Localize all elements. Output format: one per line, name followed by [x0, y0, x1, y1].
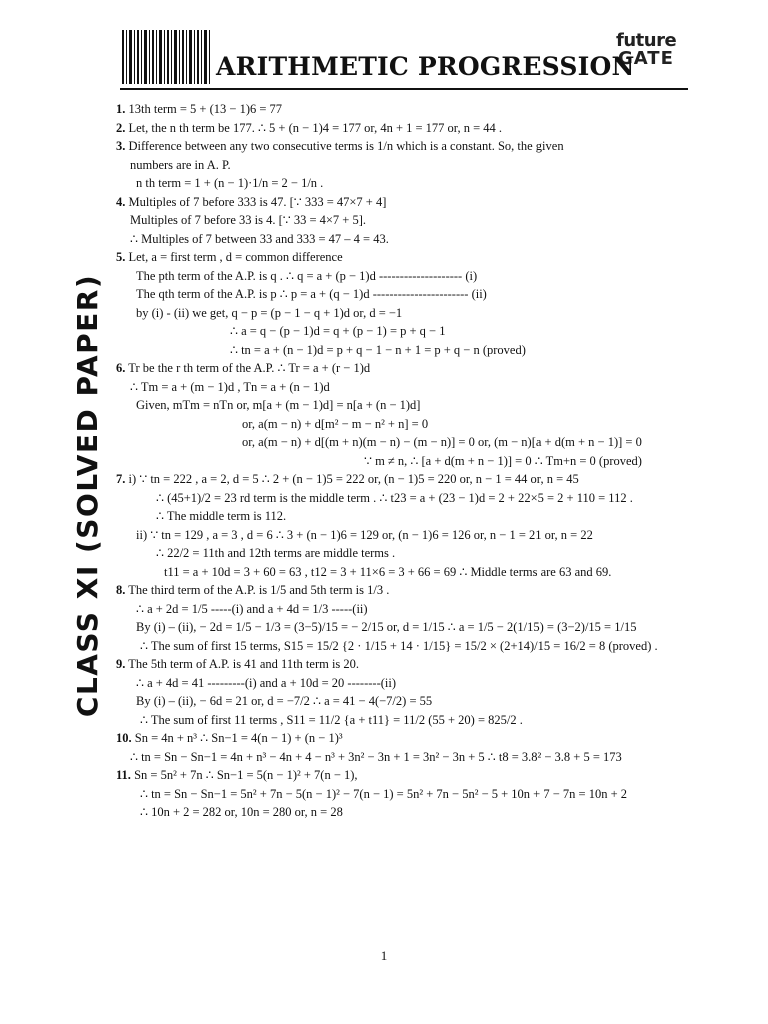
question-number: 11.	[116, 768, 131, 782]
solution-line	[116, 304, 696, 323]
question-number: 8.	[116, 583, 126, 597]
line-text: The 5th term of A.P. is 41 and 11th term is 20.	[128, 657, 360, 671]
line-text: ∴ a + 2d = 1/5 -----(i) and a + 4d = 1/3 -----(ii)	[136, 601, 368, 616]
line-text: n th term = 1 + (n − 1)·1/n = 2 − 1/n .	[136, 176, 324, 190]
solution-line	[116, 119, 696, 138]
solution-line	[116, 378, 696, 397]
line-text: i) ∵ tn = 222 , a = 2, d = 5 ∴ 2 + (n − 1)5 = 222 or, (n − 1)5 = 220 or, n − 1 = 44 or, n = 45	[128, 472, 579, 486]
line-text: ∴ The middle term is 112.	[156, 509, 287, 523]
question-number: 5.	[116, 250, 126, 264]
solution-line	[116, 711, 696, 730]
line-text: 13th term = 5 + (13 − 1)6 = 77	[128, 102, 283, 116]
line-text: Sn = 4n + n³ ∴ Sn−1 = 4(n − 1) + (n − 1)³	[134, 731, 343, 745]
solution-line	[116, 470, 696, 489]
solution-line	[116, 692, 696, 711]
solution-line	[116, 137, 696, 156]
line-text: ∴ a = q − (p − 1)d = q + (p − 1) = p + q − 1	[230, 324, 446, 338]
question-number: 7.	[116, 472, 126, 486]
solution-line	[116, 341, 696, 360]
solution-line	[116, 803, 696, 822]
solution-line	[116, 396, 696, 415]
line-text: Given, mTm = nTn or, m[a + (m − 1)d] = n[a + (n − 1)d]	[136, 398, 421, 412]
line-text: ∴ tn = a + (n − 1)d = p + q − 1 − n + 1 = p + q − n (proved)	[230, 342, 526, 357]
solution-line	[116, 729, 696, 748]
solution-line	[116, 507, 696, 526]
solution-line	[116, 489, 696, 508]
solution-line	[116, 674, 696, 693]
logo-line2: GATE	[618, 48, 674, 69]
line-text: Let, the n th term be 177. ∴ 5 + (n − 1)4 = 177 or, 4n + 1 = 177 or, n = 44 .	[128, 120, 503, 135]
solutions-content	[116, 100, 696, 822]
line-text: ∵ m ≠ n, ∴ [a + d(m + n − 1)] = 0 ∴ Tm+n = 0 (proved)	[364, 453, 642, 468]
question-number: 9.	[116, 657, 126, 671]
question-number: 10.	[116, 731, 132, 745]
solution-line	[116, 766, 696, 785]
solution-line	[116, 415, 696, 434]
solution-line	[116, 174, 696, 193]
solution-line	[116, 600, 696, 619]
line-text: ∴ tn = Sn − Sn−1 = 5n² + 7n − 5(n − 1)² − 7(n − 1) = 5n² + 7n − 5n² − 5 + 10n + 7 − 7n = 10n + 2	[140, 786, 627, 801]
line-text: Multiples of 7 before 33 is 4. [∵ 33 = 4×7 + 5].	[130, 213, 367, 227]
line-text: Let, a = first term , d = common difference	[128, 250, 343, 264]
solution-line	[116, 637, 696, 656]
line-text: t11 = a + 10d = 3 + 60 = 63 , t12 = 3 + 11×6 = 3 + 66 = 69 ∴ Middle terms are 63 and 69.	[164, 564, 612, 579]
line-text: numbers are in A. P.	[130, 157, 231, 172]
barcode-icon	[120, 28, 212, 86]
line-text: ∴ Tm = a + (m − 1)d , Tn = a + (n − 1)d	[130, 379, 330, 394]
title-underline	[120, 88, 688, 90]
line-text: Difference between any two consecutive terms is 1/n which is a constant. So, the given	[128, 139, 564, 153]
line-text: The pth term of the A.P. is q . ∴ q = a + (p − 1)d -------------------- (i)	[136, 268, 478, 283]
line-text: By (i) – (ii), − 6d = 21 or, d = −7/2 ∴ a = 41 − 4(−7/2) = 55	[136, 694, 433, 708]
solution-line	[116, 618, 696, 637]
line-text: or, a(m − n) + d[m² − m − n² + n] = 0	[242, 416, 429, 431]
solution-line	[116, 211, 696, 230]
solution-line	[116, 748, 696, 767]
line-text: ∴ The sum of first 11 terms , S11 = 11/2 {a + t11} = 11/2 (55 + 20) = 825/2 .	[140, 712, 523, 727]
question-number: 3.	[116, 139, 126, 153]
page-number: 1	[380, 948, 388, 963]
solution-line	[116, 581, 696, 600]
solution-line	[116, 193, 696, 212]
solution-line	[116, 100, 696, 119]
line-text: ∴ The sum of first 15 terms, S15 = 15/2 {2 · 1/15 + 14 · 1/15} = 15/2 × (2+14)/15 = 16/2 = 8 (proved) .	[140, 638, 658, 653]
solution-line	[116, 248, 696, 267]
line-text: The qth term of the A.P. is p ∴ p = a + (q − 1)d ----------------------- (ii)	[136, 287, 487, 301]
solution-line	[116, 322, 696, 341]
page-title: ARITHMETIC PROGRESSION	[216, 52, 635, 81]
line-text: by (i) - (ii) we get, q − p = (p − 1 − q + 1)d or, d = −1	[136, 305, 403, 320]
line-text: or, a(m − n) + d[(m + n)(m − n) − (m − n)] = 0 or, (m − n)[a + d(m + n − 1)] = 0	[242, 435, 642, 449]
line-text: Tr be the r th term of the A.P. ∴ Tr = a + (r − 1)d	[128, 361, 371, 375]
solution-line	[116, 655, 696, 674]
solution-line	[116, 563, 696, 582]
solution-line	[116, 526, 696, 545]
line-text: ii) ∵ tn = 129 , a = 3 , d = 6 ∴ 3 + (n − 1)6 = 129 or, (n − 1)6 = 126 or, n − 1 = 21 or, n = 22	[136, 527, 593, 542]
solution-line	[116, 285, 696, 304]
line-text: ∴ 10n + 2 = 282 or, 10n = 280 or, n = 28	[140, 805, 343, 819]
line-text: ∴ a + 4d = 41 ---------(i) and a + 10d = 20 --------(ii)	[136, 675, 397, 690]
line-text: Sn = 5n² + 7n ∴ Sn−1 = 5(n − 1)² + 7(n − 1),	[134, 768, 358, 782]
solution-line	[116, 433, 696, 452]
question-number: 4.	[116, 194, 126, 209]
side-label	[68, 270, 108, 720]
line-text: Multiples of 7 before 333 is 47. [∵ 333 = 47×7 + 4]	[128, 194, 387, 209]
line-text: The third term of the A.P. is 1/5 and 5th term is 1/3 .	[128, 583, 390, 597]
line-text: ∴ (45+1)/2 = 23 rd term is the middle term . ∴ t23 = a + (23 − 1)d = 2 + 22×5 = 2 + 110 = 112 .	[156, 490, 633, 505]
question-number: 6.	[116, 361, 126, 375]
solution-line	[116, 785, 696, 804]
solution-line	[116, 267, 696, 286]
solution-line	[116, 359, 696, 378]
line-text: ∴ 22/2 = 11th and 12th terms are middle terms .	[156, 546, 396, 560]
question-number: 2.	[116, 120, 126, 135]
solution-line	[116, 544, 696, 563]
question-number: 1.	[116, 102, 126, 116]
line-text: By (i) – (ii), − 2d = 1/5 − 1/3 = (3−5)/15 = − 2/15 or, d = 1/15 ∴ a = 1/5 − 2(1/15) = (3−2)/15 = 1/15	[136, 620, 637, 634]
solution-line	[116, 452, 696, 471]
solution-line	[116, 156, 696, 175]
line-text: ∴ tn = Sn − Sn−1 = 4n + n³ − 4n + 4 − n³ + 3n² − 3n + 1 = 3n² − 3n + 5 ∴ t8 = 3.8² − 3.8 + 5 = 173	[130, 749, 622, 764]
side-label-text: CLASS XI (SOLVED PAPER)	[71, 273, 105, 717]
solution-line	[116, 230, 696, 249]
logo-line1: future	[616, 30, 677, 51]
line-text: ∴ Multiples of 7 between 33 and 333 = 47 – 4 = 43.	[130, 231, 389, 246]
